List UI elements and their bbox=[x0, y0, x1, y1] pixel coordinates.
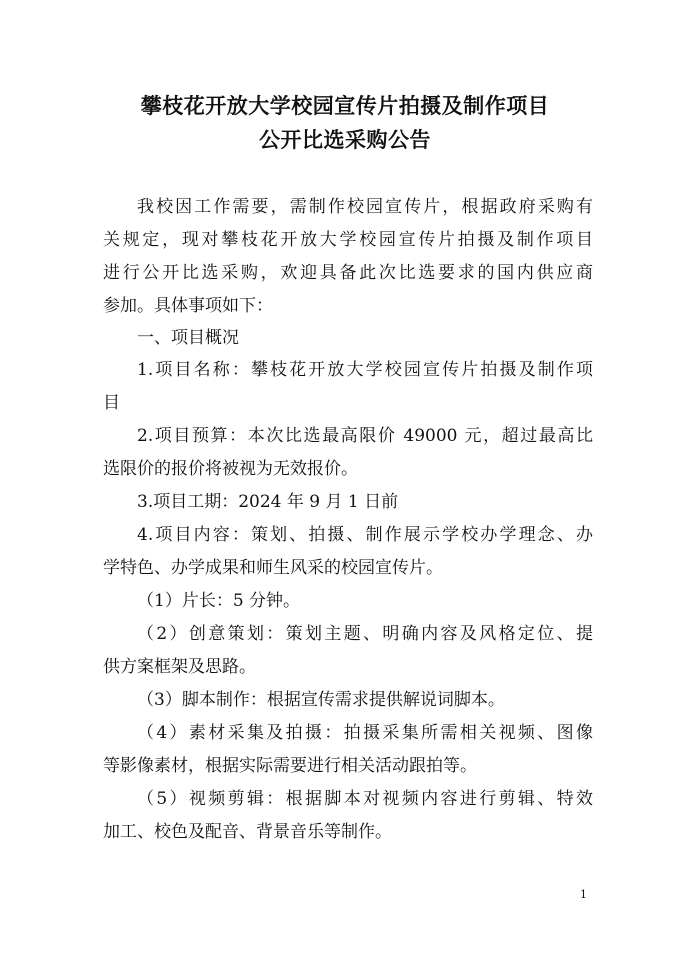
sub5-line-1: （5）视频剪辑：根据脚本对视频内容进行剪辑、特效 bbox=[137, 789, 593, 809]
intro-line-2: 关规定，现对攀枝花开放大学校园宣传片拍摄及制作项目 bbox=[103, 230, 593, 250]
intro-line-3: 进行公开比选采购，欢迎具备此次比选要求的国内供应商 bbox=[103, 263, 593, 283]
sub3-line-1: （3）脚本制作：根据宣传需求提供解说词脚本。 bbox=[137, 690, 505, 710]
title-line-1: 攀枝花开放大学校园宣传片拍摄及制作项目 bbox=[140, 93, 550, 118]
title-line-2: 公开比选采购公告 bbox=[259, 127, 431, 152]
item1-line-2: 目 bbox=[103, 393, 120, 413]
sub4-line-2: 等影像素材，根据实际需要进行相关活动跟拍等。 bbox=[103, 756, 477, 776]
item2-line-2: 选限价的报价将被视为无效报价。 bbox=[103, 459, 358, 479]
page-number: 1 bbox=[580, 888, 587, 901]
intro-line-4: 参加。具体事项如下： bbox=[103, 296, 273, 316]
sub4-line-1: （4）素材采集及拍摄：拍摄采集所需相关视频、图像 bbox=[137, 723, 593, 743]
sub1-line-1: （1）片长：5 分钟。 bbox=[137, 591, 301, 611]
item2-line-1: 2.项目预算：本次比选最高限价 49000 元，超过最高比 bbox=[137, 426, 593, 446]
item4-line-1: 4.项目内容：策划、拍摄、制作展示学校办学理念、办 bbox=[137, 525, 593, 545]
intro-line-1: 我校因工作需要，需制作校园宣传片，根据政府采购有 bbox=[137, 197, 593, 217]
item4-line-2: 学特色、办学成果和师生风采的校园宣传片。 bbox=[103, 558, 443, 578]
item3-line-1: 3.项目工期：2024 年 9 月 1 日前 bbox=[137, 492, 399, 512]
sub2-line-1: （2）创意策划：策划主题、明确内容及风格定位、提 bbox=[137, 624, 593, 644]
sub2-line-2: 供方案框架及思路。 bbox=[103, 657, 256, 677]
sub5-line-2: 加工、校色及配音、背景音乐等制作。 bbox=[103, 822, 392, 842]
section-heading-overview: 一、项目概况 bbox=[137, 328, 239, 348]
item1-line-1: 1.项目名称：攀枝花开放大学校园宣传片拍摄及制作项 bbox=[137, 360, 593, 380]
